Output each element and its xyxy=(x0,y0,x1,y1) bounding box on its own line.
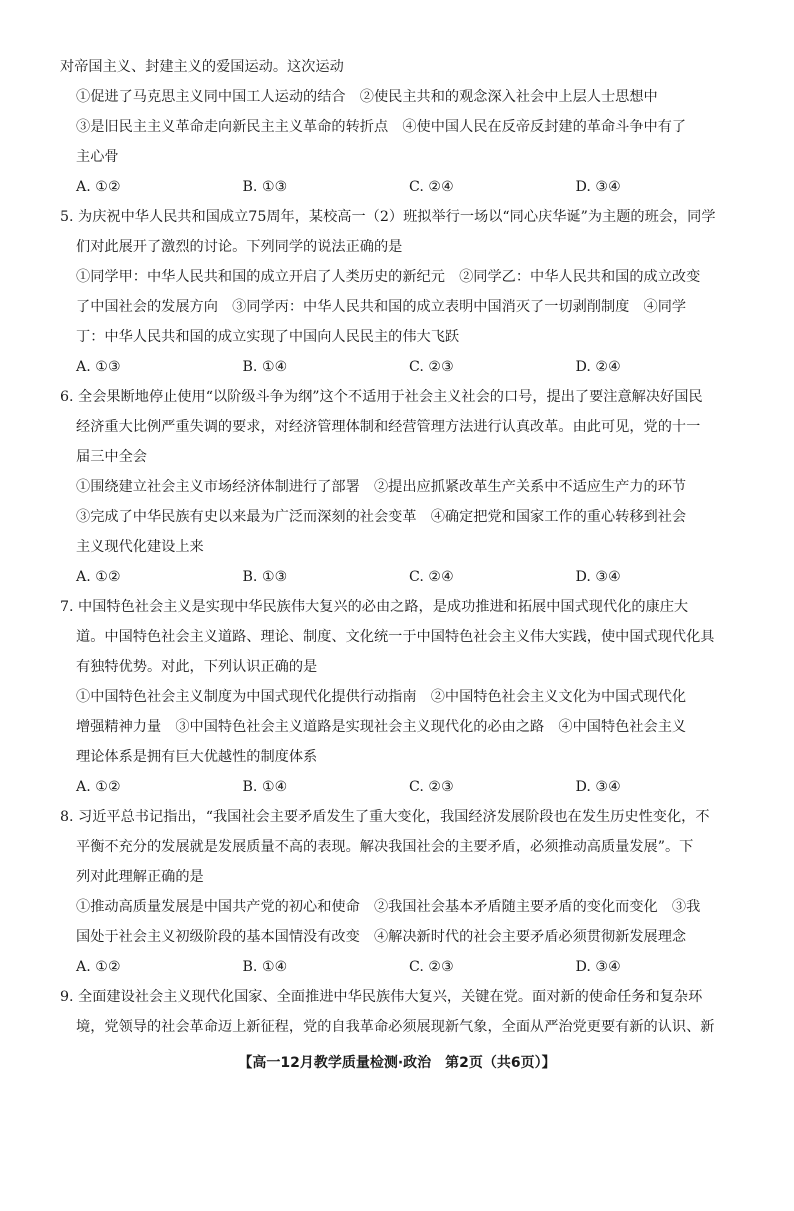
q5-choice-line: 丁：中华人民共和国的成立实现了中国向人民民主的伟大飞跃 xyxy=(76,329,460,345)
page-footer: 【高一12月教学质量检测·政治 第2页（共6页）】 xyxy=(238,1055,556,1071)
q7-stem-line: 7. 中国特色社会主义是实现中华民族伟大复兴的必由之路，是成功推进和拓展中国式现代化的康庄大 xyxy=(60,599,689,615)
question-4 xyxy=(60,52,742,202)
q5-option-c: C. ②③ xyxy=(409,359,454,375)
q6-option-d: D. ③④ xyxy=(575,569,621,585)
q6-options xyxy=(60,562,742,592)
q8-stem-line: 列对此理解正确的是 xyxy=(76,869,204,885)
question-9 xyxy=(60,982,742,1042)
q8-stem-line: 平衡不充分的发展就是发展质量不高的表现。解决我国社会的主要矛盾，必须推动高质量发展”。下 xyxy=(76,839,694,855)
q5-options xyxy=(60,352,742,382)
q6-option-c: C. ②④ xyxy=(409,569,454,585)
q5-option-d: D. ②④ xyxy=(575,359,621,375)
q8-stem-line: 8. 习近平总书记指出，“我国社会主要矛盾发生了重大变化，我国经济发展阶段也在发生历史性变化，不 xyxy=(60,809,710,825)
q4-option-d: D. ③④ xyxy=(575,179,621,195)
q7-stem-line: 道。中国特色社会主义道路、理论、制度、文化统一于中国特色社会主义伟大实践，使中国式现代化具 xyxy=(76,629,715,645)
q7-stem-line: 有独特优势。对此，下列认识正确的是 xyxy=(76,659,318,675)
q8-option-c: C. ②③ xyxy=(409,959,454,975)
q8-choice-line: ①推动高质量发展是中国共产党的初心和使命 ②我国社会基本矛盾随主要矛盾的变化而变化 ③我 xyxy=(76,899,701,915)
q6-stem-line: 经济重大比例严重失调的要求，对经济管理体制和经营管理方法进行认真改革。由此可见，党的十一 xyxy=(76,419,701,435)
question-7 xyxy=(60,592,742,802)
q8-choice-line: 国处于社会主义初级阶段的基本国情没有改变 ④解决新时代的社会主要矛盾必须贯彻新发展理念 xyxy=(76,929,687,945)
q6-stem-line: 6. 全会果断地停止使用“以阶级斗争为纲”这个不适用于社会主义社会的口号，提出了要注意解决好国民 xyxy=(60,389,703,405)
q9-stem-line: 9. 全面建设社会主义现代化国家、全面推进中华民族伟大复兴，关键在党。面对新的使命任务和复杂环 xyxy=(60,989,703,1005)
page-content xyxy=(60,52,742,1042)
q4-options xyxy=(60,172,742,202)
q7-option-d: D. ③④ xyxy=(575,779,621,795)
q5-stem-line: 们对此展开了激烈的讨论。下列同学的说法正确的是 xyxy=(76,239,403,255)
q6-choice-line: ①围绕建立社会主义市场经济体制进行了部署 ②提出应抓紧改革生产关系中不适应生产力的环节 xyxy=(76,479,687,495)
q4-option-a: A. ①② xyxy=(76,179,121,195)
q6-option-b: B. ①③ xyxy=(242,569,288,585)
q5-option-a: A. ①③ xyxy=(76,359,121,375)
question-5 xyxy=(60,202,742,382)
q8-option-a: A. ①② xyxy=(76,959,121,975)
question-8 xyxy=(60,802,742,982)
q8-option-b: B. ①④ xyxy=(242,959,288,975)
q8-option-d: D. ③④ xyxy=(575,959,621,975)
q4-choice-line: 主心骨 xyxy=(76,149,119,165)
q5-option-b: B. ①④ xyxy=(242,359,288,375)
q7-options xyxy=(60,772,742,802)
q6-stem-line: 届三中全会 xyxy=(76,449,147,465)
q6-option-a: A. ①② xyxy=(76,569,121,585)
q8-options xyxy=(60,952,742,982)
q7-choice-line: 理论体系是拥有巨大优越性的制度体系 xyxy=(76,749,318,765)
question-6 xyxy=(60,382,742,592)
q5-choice-line: 了中国社会的发展方向 ③同学丙：中华人民共和国的成立表明中国消灭了一切剥削制度 ④同学 xyxy=(76,299,687,315)
q6-choice-line: 主义现代化建设上来 xyxy=(76,539,204,555)
q5-choice-line: ①同学甲：中华人民共和国的成立开启了人类历史的新纪元 ②同学乙：中华人民共和国的成立改变 xyxy=(76,269,701,285)
q4-option-b: B. ①③ xyxy=(242,179,288,195)
q4-choice-line: ③是旧民主主义革命走向新民主主义革命的转折点 ④使中国人民在反帝反封建的革命斗争中有了 xyxy=(76,119,687,135)
q7-option-a: A. ①② xyxy=(76,779,121,795)
q7-choice-line: ①中国特色社会主义制度为中国式现代化提供行动指南 ②中国特色社会主义文化为中国式现代化 xyxy=(76,689,687,705)
q6-choice-line: ③完成了中华民族有史以来最为广泛而深刻的社会变革 ④确定把党和国家工作的重心转移到社会 xyxy=(76,509,687,525)
q7-option-c: C. ②③ xyxy=(409,779,454,795)
q5-stem-line: 5. 为庆祝中华人民共和国成立75周年，某校高一（2）班拟举行一场以“同心庆华诞”为主题的班会，同学 xyxy=(60,209,716,225)
q4-stem-line: 对帝国主义、封建主义的爱国运动。这次运动 xyxy=(60,59,344,75)
q9-stem-line: 境，党领导的社会革命迈上新征程，党的自我革命必须展现新气象，全面从严治党更要有新的认识、新 xyxy=(76,1019,715,1035)
q7-choice-line: 增强精神力量 ③中国特色社会主义道路是实现社会主义现代化的必由之路 ④中国特色社会主义 xyxy=(76,719,687,735)
q4-choice-line: ①促进了马克思主义同中国工人运动的结合 ②使民主共和的观念深入社会中上层人士思想中 xyxy=(76,89,658,105)
q7-option-b: B. ①④ xyxy=(242,779,288,795)
q4-option-c: C. ②④ xyxy=(409,179,454,195)
